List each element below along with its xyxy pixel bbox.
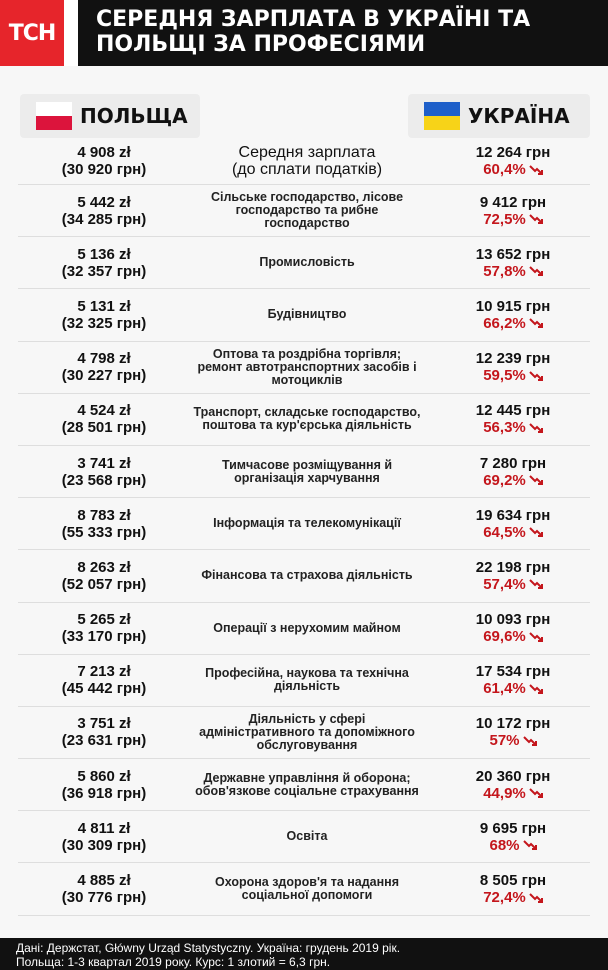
row-label-line: господарство — [264, 216, 350, 231]
poland-salary — [18, 446, 190, 497]
ukraine-salary-uah: 8 505 грн — [479, 872, 547, 890]
poland-salary — [18, 863, 190, 914]
ukraine-flag-icon — [424, 102, 460, 130]
poland-salary-pln: 4 811 zł — [77, 819, 131, 837]
ukraine-salary — [436, 498, 590, 549]
table-row — [18, 342, 590, 394]
table-row — [18, 759, 590, 811]
difference-percent — [483, 315, 543, 332]
table-row — [18, 550, 590, 602]
ukraine-salary — [436, 759, 590, 810]
poland-salary — [18, 237, 190, 288]
row-label-line: Діяльність у сфері — [248, 711, 366, 726]
down-arrow-icon — [529, 892, 543, 904]
down-arrow-icon — [529, 265, 543, 277]
profession-label — [180, 707, 434, 758]
ukraine-salary — [436, 138, 590, 184]
poland-salary — [18, 289, 190, 340]
down-arrow-icon — [529, 213, 543, 225]
header — [0, 0, 608, 66]
poland-salary-uah: (30 776 грн) — [61, 889, 147, 907]
poland-salary-uah: (23 568 грн) — [61, 471, 147, 489]
poland-salary-pln: 4 524 zł — [77, 402, 131, 420]
ukraine-salary — [436, 811, 590, 862]
difference-percent — [483, 889, 543, 906]
table-row — [18, 811, 590, 863]
poland-salary-pln: 5 442 zł — [77, 193, 131, 211]
row-label-line: Будівництво — [267, 307, 347, 322]
ukraine-salary — [436, 603, 590, 654]
percent-value: 57,4% — [483, 575, 526, 593]
poland-salary — [18, 498, 190, 549]
difference-percent — [483, 524, 543, 541]
row-label-line: мотоциклів — [271, 372, 343, 387]
ukraine-salary-uah: 12 445 грн — [475, 402, 551, 420]
percent-value: 69,6% — [483, 628, 526, 646]
poland-salary-uah: (32 357 грн) — [61, 262, 147, 280]
down-arrow-icon — [529, 317, 543, 329]
footer-line-2: Польща: 1-3 квартал 2019 року. Курс: 1 злотий = 6,3 грн. — [16, 955, 331, 969]
ukraine-salary — [436, 289, 590, 340]
row-label-line: Державне управління й оборона; — [203, 770, 411, 785]
table-row — [18, 185, 590, 237]
table-row — [18, 138, 590, 185]
ukraine-salary-uah: 9 412 грн — [479, 193, 547, 211]
ukraine-salary-uah: 22 198 грн — [475, 558, 551, 576]
row-label-line: соціальної допомоги — [241, 888, 373, 903]
row-label-line: Професійна, наукова та технічна — [205, 666, 409, 681]
poland-salary-uah: (33 170 грн) — [61, 628, 147, 646]
difference-percent — [483, 785, 543, 802]
percent-value: 72,4% — [483, 889, 526, 907]
row-label-line: Тимчасове розміщування й — [221, 457, 393, 472]
difference-percent — [489, 837, 536, 854]
difference-percent — [483, 576, 543, 593]
page-title — [78, 0, 608, 66]
profession-label — [180, 342, 434, 393]
poland-flag-icon — [36, 102, 72, 130]
poland-salary — [18, 759, 190, 810]
percent-value: 56,3% — [483, 419, 526, 437]
profession-label — [180, 289, 434, 340]
ukraine-salary-uah: 13 652 грн — [475, 245, 551, 263]
poland-salary-uah: (55 333 грн) — [61, 523, 147, 541]
difference-percent — [483, 628, 543, 645]
row-label-line: Фінансова та страхова діяльність — [201, 568, 413, 583]
table-row — [18, 707, 590, 759]
poland-salary-uah: (34 285 грн) — [61, 210, 147, 228]
ukraine-salary — [436, 342, 590, 393]
profession-label — [180, 446, 434, 497]
table-row — [18, 863, 590, 915]
percent-value: 64,5% — [483, 523, 526, 541]
ukraine-salary-uah: 9 695 грн — [479, 819, 547, 837]
poland-salary — [18, 655, 190, 706]
row-label-line: Середня зарплата — [238, 144, 376, 161]
poland-salary — [18, 603, 190, 654]
row-label-line: Оптова та роздрібна торгівля; — [212, 346, 402, 361]
salary-table — [18, 138, 590, 916]
ukraine-salary-uah: 12 264 грн — [475, 144, 551, 161]
poland-label: ПОЛЬЩА — [80, 104, 188, 128]
row-label-line: Промисловість — [259, 255, 355, 270]
table-row — [18, 655, 590, 707]
difference-percent — [489, 732, 536, 749]
profession-label — [180, 655, 434, 706]
title-line-1: СЕРЕДНЯ ЗАРПЛАТА В УКРАЇНІ ТА — [96, 7, 531, 32]
footer-line-1: Дані: Держстат, Główny Urząd Statystyczny. Україна: грудень 2019 рік. — [16, 941, 401, 955]
row-label-line: Освіта — [286, 829, 328, 844]
profession-label — [180, 185, 434, 236]
down-arrow-icon — [529, 631, 543, 643]
ukraine-salary-uah: 12 239 грн — [475, 350, 551, 368]
down-arrow-icon — [529, 164, 543, 176]
poland-salary — [18, 811, 190, 862]
poland-salary-pln: 5 131 zł — [77, 297, 131, 315]
profession-label — [180, 138, 434, 184]
percent-value: 69,2% — [483, 471, 526, 489]
ukraine-salary — [436, 446, 590, 497]
poland-salary — [18, 550, 190, 601]
poland-salary-pln: 4 908 zł — [77, 144, 131, 161]
percent-value: 59,5% — [483, 367, 526, 385]
poland-salary-uah: (30 309 грн) — [61, 836, 147, 854]
poland-salary — [18, 707, 190, 758]
percent-value: 61,4% — [483, 680, 526, 698]
ukraine-label: УКРАЇНА — [468, 104, 570, 128]
difference-percent — [483, 161, 543, 178]
profession-label — [180, 550, 434, 601]
difference-percent — [483, 367, 543, 384]
footer-source — [0, 938, 608, 970]
ukraine-salary-uah: 10 172 грн — [475, 715, 551, 733]
poland-salary-pln: 5 860 zł — [77, 767, 131, 785]
poland-salary-pln: 5 136 zł — [77, 245, 131, 263]
poland-salary — [18, 138, 190, 184]
poland-salary-uah: (28 501 грн) — [61, 419, 147, 437]
down-arrow-icon — [529, 474, 543, 486]
row-label-line: Інформація та телекомунікації — [213, 516, 401, 531]
down-arrow-icon — [529, 787, 543, 799]
row-label-line: Транспорт, складське господарство, — [193, 405, 421, 420]
ukraine-salary-uah: 17 534 грн — [475, 663, 551, 681]
profession-label — [180, 498, 434, 549]
difference-percent — [483, 472, 543, 489]
poland-salary-uah: (30 920 грн) — [61, 161, 147, 178]
ukraine-salary — [436, 863, 590, 914]
row-label-line: обов'язкове соціальне страхування — [195, 783, 419, 798]
difference-percent — [483, 680, 543, 697]
poland-salary-pln: 4 798 zł — [77, 350, 131, 368]
profession-label — [180, 394, 434, 445]
row-label-line: Сільське господарство, лісове — [210, 190, 404, 205]
difference-percent — [483, 211, 543, 228]
percent-value: 72,5% — [483, 210, 526, 228]
ukraine-salary — [436, 237, 590, 288]
ukraine-salary-uah: 7 280 грн — [479, 454, 547, 472]
poland-salary — [18, 342, 190, 393]
percent-value: 66,2% — [483, 314, 526, 332]
poland-salary-pln: 8 783 zł — [77, 506, 131, 524]
profession-label — [180, 863, 434, 914]
percent-value: 57,8% — [483, 262, 526, 280]
down-arrow-icon — [523, 735, 537, 747]
poland-salary-pln: 5 265 zł — [77, 611, 131, 629]
profession-label — [180, 759, 434, 810]
percent-value: 60,4% — [483, 161, 526, 178]
table-row — [18, 237, 590, 289]
percent-value: 68% — [489, 836, 520, 854]
poland-salary-uah: (36 918 грн) — [61, 784, 147, 802]
table-row — [18, 603, 590, 655]
difference-percent — [483, 263, 543, 280]
poland-salary-uah: (32 325 грн) — [61, 314, 147, 332]
tsn-logo: ТСН — [0, 0, 64, 66]
ukraine-salary — [436, 655, 590, 706]
row-label-line: обслуговування — [256, 737, 358, 752]
ukraine-header — [408, 94, 590, 138]
down-arrow-icon — [529, 422, 543, 434]
ukraine-salary — [436, 550, 590, 601]
profession-label — [180, 603, 434, 654]
down-arrow-icon — [529, 526, 543, 538]
ukraine-salary-uah: 10 915 грн — [475, 297, 551, 315]
poland-header — [20, 94, 200, 138]
ukraine-salary-uah: 10 093 грн — [475, 611, 551, 629]
table-row — [18, 498, 590, 550]
ukraine-salary-uah: 20 360 грн — [475, 767, 551, 785]
row-label-line: поштова та кур'єрська діяльність — [202, 418, 412, 433]
poland-salary-uah: (45 442 грн) — [61, 680, 147, 698]
down-arrow-icon — [523, 839, 537, 851]
table-row — [18, 394, 590, 446]
down-arrow-icon — [529, 370, 543, 382]
profession-label — [180, 811, 434, 862]
row-label-line: адміністративного та допоміжного — [199, 724, 415, 739]
poland-salary-uah: (23 631 грн) — [61, 732, 147, 750]
poland-salary-pln: 3 741 zł — [77, 454, 131, 472]
table-row — [18, 446, 590, 498]
row-label-line: господарство та рибне — [235, 203, 379, 218]
ukraine-salary — [436, 707, 590, 758]
poland-salary-pln: 3 751 zł — [77, 715, 131, 733]
poland-salary-uah: (52 057 грн) — [61, 575, 147, 593]
ukraine-salary-uah: 19 634 грн — [475, 506, 551, 524]
table-row — [18, 289, 590, 341]
poland-salary-pln: 4 885 zł — [77, 872, 131, 890]
down-arrow-icon — [529, 683, 543, 695]
title-line-2: ПОЛЬЩІ ЗА ПРОФЕСІЯМИ — [96, 32, 426, 57]
percent-value: 44,9% — [483, 784, 526, 802]
poland-salary-uah: (30 227 грн) — [61, 367, 147, 385]
percent-value: 57% — [489, 732, 520, 750]
profession-label — [180, 237, 434, 288]
poland-salary-pln: 7 213 zł — [77, 663, 131, 681]
poland-salary — [18, 394, 190, 445]
ukraine-salary — [436, 185, 590, 236]
row-label-line: ремонт автотранспортних засобів і — [197, 359, 417, 374]
row-label-line: Операції з нерухомим майном — [213, 620, 401, 635]
down-arrow-icon — [529, 578, 543, 590]
poland-salary-pln: 8 263 zł — [77, 558, 131, 576]
row-label-line: (до сплати податків) — [231, 161, 383, 178]
row-label-line: Охорона здоров'я та надання — [214, 875, 400, 890]
difference-percent — [483, 419, 543, 436]
row-label-line: організація харчування — [234, 470, 380, 485]
poland-salary — [18, 185, 190, 236]
ukraine-salary — [436, 394, 590, 445]
row-label-line: діяльність — [273, 679, 341, 694]
